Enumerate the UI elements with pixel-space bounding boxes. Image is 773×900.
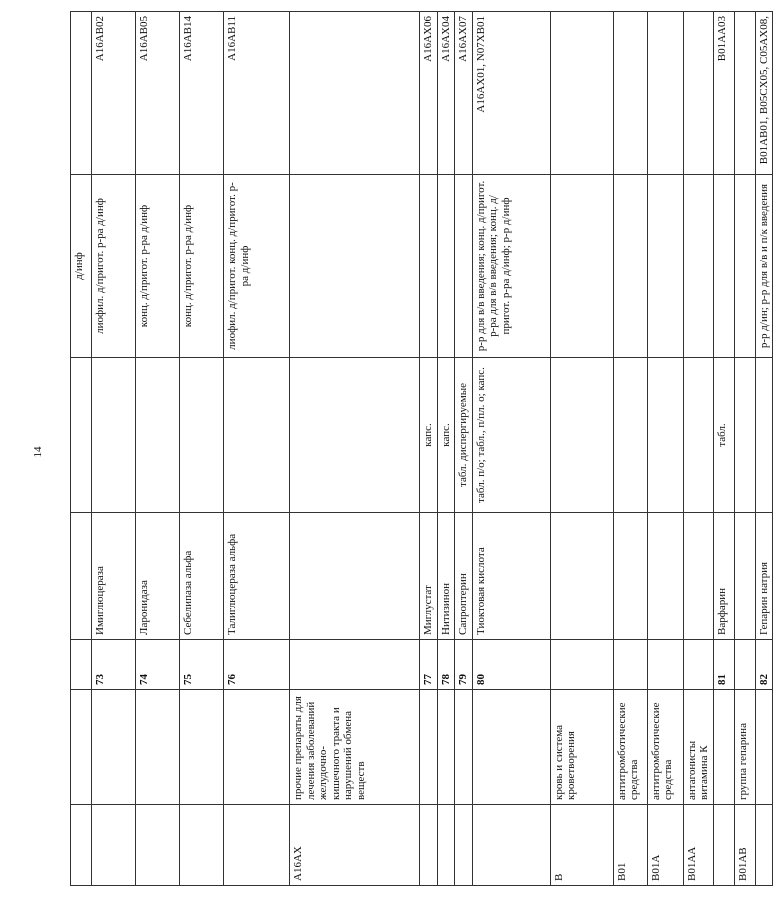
group-cell: антитромботические средства: [613, 690, 647, 805]
drug-name-cell: Варфарин: [713, 513, 734, 640]
dosage-form-cell: [224, 358, 290, 513]
code-cell: A16AB02: [92, 12, 136, 175]
code-cell: A16AB11: [224, 12, 290, 175]
group-cell: [455, 690, 473, 805]
group-cell: прочие препараты для лечения заболеваний желудочно- кишечного тракта и нарушений обмена веществ: [290, 690, 420, 805]
dosage-form-cell: табл.: [713, 358, 734, 513]
dosage-form-cell: [550, 358, 613, 513]
drug-name-cell: [647, 513, 683, 640]
atc-code-cell: [92, 805, 136, 886]
code-cell: B01AA03: [713, 12, 734, 175]
dosage-form-cell-2: [290, 175, 420, 358]
dosage-form-cell-2: [455, 175, 473, 358]
table-row: [613, 12, 647, 886]
row-number-cell: 76: [224, 640, 290, 690]
group-cell: [437, 690, 455, 805]
code-cell: [613, 12, 647, 175]
dosage-form-cell: [734, 358, 755, 513]
code-cell: [290, 12, 420, 175]
dosage-form-cell: капс.: [437, 358, 455, 513]
code-cell: [683, 12, 713, 175]
dosage-form-cell: капс.: [420, 358, 438, 513]
table-row: [713, 12, 734, 886]
drug-name-cell: [290, 513, 420, 640]
dosage-form-cell: [180, 358, 224, 513]
drug-name-cell: Себелипаза альфа: [180, 513, 224, 640]
table-row: [755, 12, 773, 886]
drug-name-cell: [71, 513, 92, 640]
atc-code-cell: [437, 805, 455, 886]
code-cell: A16AX06: [420, 12, 438, 175]
dosage-form-cell-2: [713, 175, 734, 358]
row-number-cell: [647, 640, 683, 690]
drug-name-cell: [550, 513, 613, 640]
dosage-form-cell: [683, 358, 713, 513]
drug-name-cell: Имиглюцераза: [92, 513, 136, 640]
dosage-form-cell-2: д/инф: [71, 175, 92, 358]
dosage-form-cell-2: [734, 175, 755, 358]
code-cell: A16AB05: [136, 12, 180, 175]
group-cell: антагонисты витамина К: [683, 690, 713, 805]
dosage-form-cell-2: [437, 175, 455, 358]
drug-name-cell: Нитизинон: [437, 513, 455, 640]
group-cell: [71, 690, 92, 805]
atc-code-cell: [136, 805, 180, 886]
code-cell: B01AB01, B05CX05, C05AX08,: [755, 12, 773, 175]
atc-code-cell: A16AX: [290, 805, 420, 886]
drug-name-cell: Сапроптерин: [455, 513, 473, 640]
group-cell: [224, 690, 290, 805]
table-row: [734, 12, 755, 886]
dosage-form-cell: [71, 358, 92, 513]
dosage-form-cell: табл. п/о; табл., п/пл. о; капс.: [472, 358, 550, 513]
atc-code-cell: B01AB: [734, 805, 755, 886]
row-number-cell: [71, 640, 92, 690]
code-cell: [550, 12, 613, 175]
code-cell: A16AB14: [180, 12, 224, 175]
dosage-form-cell-2: [613, 175, 647, 358]
rotated-table-container: [70, 12, 770, 886]
group-cell: группа гепарина: [734, 690, 755, 805]
atc-code-cell: [455, 805, 473, 886]
row-number-cell: 77: [420, 640, 438, 690]
group-cell: [420, 690, 438, 805]
dosage-form-cell-2: р-р д/ин; р-р для в/в и п/к введения: [755, 175, 773, 358]
row-number-cell: 82: [755, 640, 773, 690]
group-cell: кровь и система кроветворения: [550, 690, 613, 805]
atc-code-cell: B01: [613, 805, 647, 886]
group-cell: [180, 690, 224, 805]
atc-code-cell: B01A: [647, 805, 683, 886]
dosage-form-cell: [755, 358, 773, 513]
group-cell: [472, 690, 550, 805]
code-cell: [734, 12, 755, 175]
dosage-form-cell: [647, 358, 683, 513]
row-number-cell: [734, 640, 755, 690]
row-number-cell: 81: [713, 640, 734, 690]
row-number-cell: 78: [437, 640, 455, 690]
dosage-form-cell-2: р-р для в/в введения; конц. д/пригот. р-ра для в/в введения; конц. д/пригот. р-ра д/инф; р-р д/инф: [472, 175, 550, 358]
atc-code-cell: B: [550, 805, 613, 886]
atc-code-cell: [180, 805, 224, 886]
group-cell: антитромботические средства: [647, 690, 683, 805]
atc-code-cell: [71, 805, 92, 886]
drug-name-cell: Миглустат: [420, 513, 438, 640]
row-number-cell: [613, 640, 647, 690]
dosage-form-cell: [290, 358, 420, 513]
group-cell: [136, 690, 180, 805]
drug-name-cell: Гепарин натрия: [755, 513, 773, 640]
drug-list-table: [70, 11, 773, 886]
dosage-form-cell-2: лиофил. д/пригот. конц. д/пригот. р-ра д/инф: [224, 175, 290, 358]
table-row: [420, 12, 438, 886]
dosage-form-cell-2: [683, 175, 713, 358]
table-row: [290, 12, 420, 886]
row-number-cell: 79: [455, 640, 473, 690]
table-row: [455, 12, 473, 886]
group-cell: [92, 690, 136, 805]
row-number-cell: [683, 640, 713, 690]
row-number-cell: 80: [472, 640, 550, 690]
group-cell: [755, 690, 773, 805]
drug-name-cell: Тиоктовая кислота: [472, 513, 550, 640]
drug-name-cell: Талиглюцераза альфа: [224, 513, 290, 640]
dosage-form-cell: табл. диспергируемые: [455, 358, 473, 513]
drug-name-cell: Ларонидаза: [136, 513, 180, 640]
row-number-cell: 74: [136, 640, 180, 690]
dosage-form-cell-2: конц. д/пригот. р-ра д/инф: [136, 175, 180, 358]
table-row: [647, 12, 683, 886]
drug-name-cell: [683, 513, 713, 640]
atc-code-cell: B01AA: [683, 805, 713, 886]
table-row: [550, 12, 613, 886]
row-number-cell: [550, 640, 613, 690]
table-row: [92, 12, 136, 886]
code-cell: A16AX01, N07XB01: [472, 12, 550, 175]
atc-code-cell: [713, 805, 734, 886]
code-cell: A16AX04: [437, 12, 455, 175]
table-row: [472, 12, 550, 886]
code-cell: [647, 12, 683, 175]
table-row: [71, 12, 92, 886]
table-row: [437, 12, 455, 886]
row-number-cell: [290, 640, 420, 690]
dosage-form-cell: [613, 358, 647, 513]
table-row: [683, 12, 713, 886]
dosage-form-cell-2: лиофил. д/пригот. р-ра д/инф: [92, 175, 136, 358]
dosage-form-cell-2: [550, 175, 613, 358]
code-cell: A16AX07: [455, 12, 473, 175]
atc-code-cell: [755, 805, 773, 886]
code-cell: [71, 12, 92, 175]
dosage-form-cell-2: конц. д/пригот. р-ра д/инф: [180, 175, 224, 358]
atc-code-cell: [420, 805, 438, 886]
dosage-form-cell: [92, 358, 136, 513]
dosage-form-cell: [136, 358, 180, 513]
table-row: [180, 12, 224, 886]
drug-name-cell: [613, 513, 647, 640]
row-number-cell: 73: [92, 640, 136, 690]
dosage-form-cell-2: [420, 175, 438, 358]
atc-code-cell: [472, 805, 550, 886]
group-cell: [713, 690, 734, 805]
dosage-form-cell-2: [647, 175, 683, 358]
table-row: [224, 12, 290, 886]
drug-name-cell: [734, 513, 755, 640]
page-number: 14: [32, 446, 44, 458]
table-row: [136, 12, 180, 886]
row-number-cell: 75: [180, 640, 224, 690]
atc-code-cell: [224, 805, 290, 886]
